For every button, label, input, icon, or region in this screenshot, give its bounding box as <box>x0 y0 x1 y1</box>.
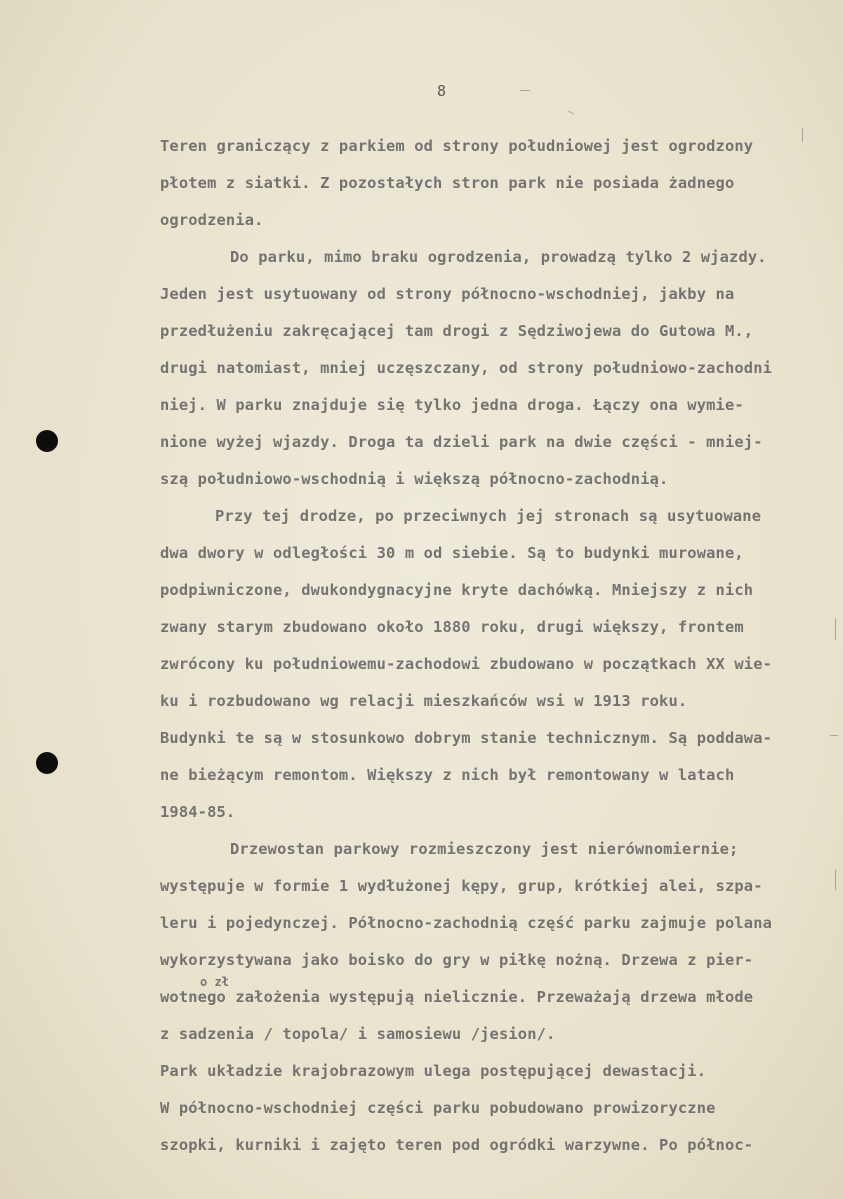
text-line: Jeden jest usytuowany od strony północno-wschodniej, jakby na <box>160 285 735 303</box>
text-line: W północno-wschodniej części parku pobudowano prowizoryczne <box>160 1099 716 1117</box>
text-line: wotnego założenia występują nielicznie. Przeważają drzewa młode <box>160 988 754 1006</box>
text-line: podpiwniczone, dwukondygnacyjne kryte dachówką. Mniejszy z nich <box>160 581 754 599</box>
text-line: Przy tej drodze, po przeciwnych jej stronach są usytuowane <box>215 507 762 525</box>
text-line: przedłużeniu zakręcającej tam drogi z Sędziwojewa do Gutowa M., <box>160 322 754 340</box>
text-line: płotem z siatki. Z pozostałych stron park nie posiada żadnego <box>160 174 735 192</box>
text-line: Budynki te są w stosunkowo dobrym stanie technicznym. Są poddawa- <box>160 729 773 747</box>
text-line: szopki, kurniki i zajęto teren pod ogródki warzywne. Po północ- <box>160 1136 754 1154</box>
text-line: Teren graniczący z parkiem od strony południowej jest ogrodzony <box>160 137 754 155</box>
text-line: szą południowo-wschodnią i większą północno-zachodnią. <box>160 470 669 488</box>
text-line: Drzewostan parkowy rozmieszczony jest nierównomiernie; <box>230 840 739 858</box>
text-line: ku i rozbudowano wg relacji mieszkańców wsi w 1913 roku. <box>160 692 688 710</box>
text-line: Park układzie krajobrazowym ulega postępującej dewastacji. <box>160 1062 707 1080</box>
text-line: wykorzystywana jako boisko do gry w piłkę nożną. Drzewa z pier- <box>160 951 754 969</box>
text-line: ne bieżącym remontom. Większy z nich był remontowany w latach <box>160 766 735 784</box>
text-line: leru i pojedynczej. Północno-zachodnią część parku zajmuje polana <box>160 914 773 932</box>
text-line: zwany starym zbudowano około 1880 roku, drugi większy, frontem <box>160 618 744 636</box>
text-line: nione wyżej wjazdy. Droga ta dzieli park na dwie części - mniej- <box>160 433 763 451</box>
text-line: drugi natomiast, mniej uczęszczany, od strony południowo-zachodni <box>160 359 773 377</box>
punch-hole-bottom <box>36 752 58 774</box>
punch-hole-top <box>36 430 58 452</box>
margin-mark <box>568 111 574 115</box>
text-line: z sadzenia / topola/ i samosiewu /jesion/. <box>160 1025 556 1043</box>
text-line: dwa dwory w odległości 30 m od siebie. Są to budynki murowane, <box>160 544 744 562</box>
body-text <box>160 128 832 1164</box>
handwritten-correction: o zł <box>200 975 229 989</box>
text-line: zwrócony ku południowemu-zachodowi zbudowano w początkach XX wie- <box>160 655 773 673</box>
margin-mark <box>835 870 836 890</box>
page-number: 8 <box>437 82 447 100</box>
margin-mark <box>520 90 530 91</box>
text-line: ogrodzenia. <box>160 211 264 229</box>
text-line: występuje w formie 1 wydłużonej kępy, grup, krótkiej alei, szpa- <box>160 877 763 895</box>
text-line: 1984-85. <box>160 803 236 821</box>
text-line: Do parku, mimo braku ogrodzenia, prowadzą tylko 2 wjazdy. <box>230 248 767 266</box>
margin-mark <box>835 618 836 640</box>
text-line: niej. W parku znajduje się tylko jedna droga. Łączy ona wymie- <box>160 396 744 414</box>
